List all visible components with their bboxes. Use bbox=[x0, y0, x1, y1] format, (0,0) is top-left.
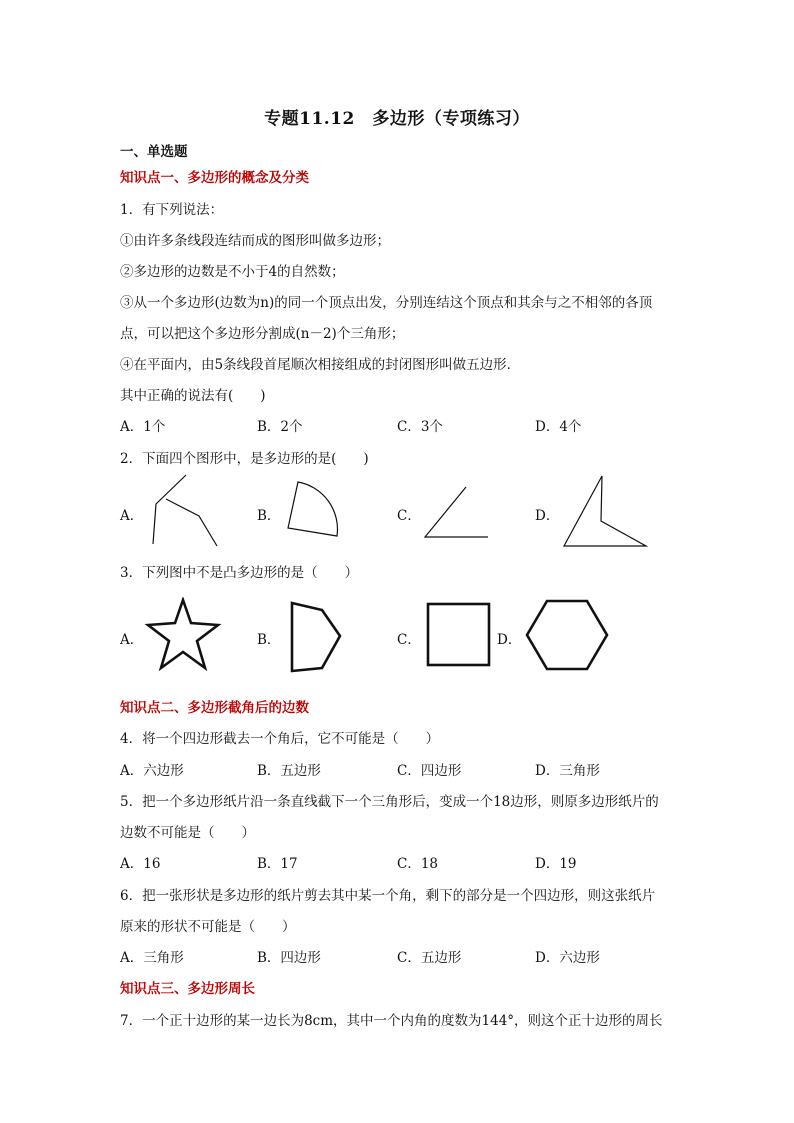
q5-option-a[interactable]: A．16 bbox=[120, 856, 161, 872]
pentagon-house-icon[interactable] bbox=[287, 600, 345, 674]
q5-stem-line2: 边数不可能是（ ） bbox=[120, 825, 255, 841]
q1-option-c[interactable]: C．3个 bbox=[397, 419, 443, 435]
knowledge-point-3: 知识点三、多边形周长 bbox=[120, 981, 255, 997]
square-icon[interactable] bbox=[425, 601, 493, 669]
q3-option-c-label[interactable]: C． bbox=[397, 632, 421, 648]
q2-option-c-label[interactable]: C． bbox=[397, 508, 421, 524]
q6-stem-line1: 6．把一张形状是多边形的纸片剪去其中某一个角，剩下的部分是一个四边形，则这张纸片 bbox=[120, 888, 656, 904]
q2-option-b-label[interactable]: B． bbox=[257, 508, 281, 524]
q6-option-b[interactable]: B．四边形 bbox=[257, 950, 321, 966]
q6-stem-line2: 原来的形状不可能是（ ） bbox=[120, 919, 296, 935]
q6-option-c[interactable]: C．五边形 bbox=[397, 950, 462, 966]
section-heading: 一、单选题 bbox=[120, 144, 188, 160]
page-title: 专题11.12 多边形（专项练习） bbox=[264, 109, 530, 129]
q1-stem: 1．有下列说法： bbox=[120, 202, 224, 218]
q2-option-a-label[interactable]: A． bbox=[120, 508, 144, 524]
hexagon-icon[interactable] bbox=[524, 598, 610, 672]
q5-option-d[interactable]: D．19 bbox=[535, 856, 577, 872]
q1-option-b[interactable]: B．2个 bbox=[257, 419, 303, 435]
q2-stem: 2．下面四个图形中，是多边形的是( ) bbox=[120, 451, 369, 467]
concave-triangle-icon[interactable] bbox=[560, 474, 648, 550]
q1-statement-3a: ③从一个多边形(边数为n)的同一个顶点出发，分别连结这个顶点和其余与之不相邻的各顶 bbox=[120, 295, 653, 311]
q4-option-b[interactable]: B．五边形 bbox=[257, 763, 321, 779]
q3-stem: 3．下列图中不是凸多边形的是（ ） bbox=[120, 565, 359, 581]
knowledge-point-1: 知识点一、多边形的概念及分类 bbox=[120, 170, 309, 186]
q1-question: 其中正确的说法有( ) bbox=[120, 388, 266, 404]
q6-option-a[interactable]: A．三角形 bbox=[120, 950, 184, 966]
q7-stem: 7．一个正十边形的某一边长为8cm，其中一个内角的度数为144°，则这个正十边形的周长 bbox=[120, 1013, 663, 1029]
sector-icon[interactable] bbox=[282, 478, 346, 540]
polyline-open-icon[interactable] bbox=[146, 472, 222, 550]
q4-option-c[interactable]: C．四边形 bbox=[397, 763, 462, 779]
q1-option-d[interactable]: D．4个 bbox=[535, 419, 582, 435]
knowledge-point-2: 知识点二、多边形截角后的边数 bbox=[120, 700, 309, 716]
q5-stem-line1: 5．把一个多边形纸片沿一条直线截下一个三角形后，变成一个18边形，则原多边形纸片的 bbox=[120, 794, 659, 810]
q6-option-d[interactable]: D．六边形 bbox=[535, 950, 600, 966]
q5-option-b[interactable]: B．17 bbox=[257, 856, 298, 872]
angle-icon[interactable] bbox=[420, 484, 490, 540]
q3-option-d-label[interactable]: D． bbox=[497, 632, 522, 648]
q1-statement-2: ②多边形的边数是不小于4的自然数； bbox=[120, 264, 345, 280]
star-icon[interactable] bbox=[144, 597, 222, 673]
q4-stem: 4．将一个四边形截去一个角后，它不可能是（ ） bbox=[120, 731, 440, 747]
q5-option-c[interactable]: C．18 bbox=[397, 856, 439, 872]
q1-statement-1: ①由许多条线段连结而成的图形叫做多边形； bbox=[120, 233, 390, 249]
q3-option-b-label[interactable]: B． bbox=[257, 632, 281, 648]
q4-option-a[interactable]: A．六边形 bbox=[120, 763, 184, 779]
q4-option-d[interactable]: D．三角形 bbox=[535, 763, 600, 779]
q1-statement-4: ④在平面内，由5条线段首尾顺次相接组成的封闭图形叫做五边形． bbox=[120, 357, 521, 373]
q3-option-a-label[interactable]: A． bbox=[120, 632, 144, 648]
q1-statement-3b: 点，可以把这个多边形分割成(n－2)个三角形； bbox=[120, 326, 405, 342]
q1-option-a[interactable]: A．1个 bbox=[120, 419, 166, 435]
q2-option-d-label[interactable]: D． bbox=[535, 508, 560, 524]
